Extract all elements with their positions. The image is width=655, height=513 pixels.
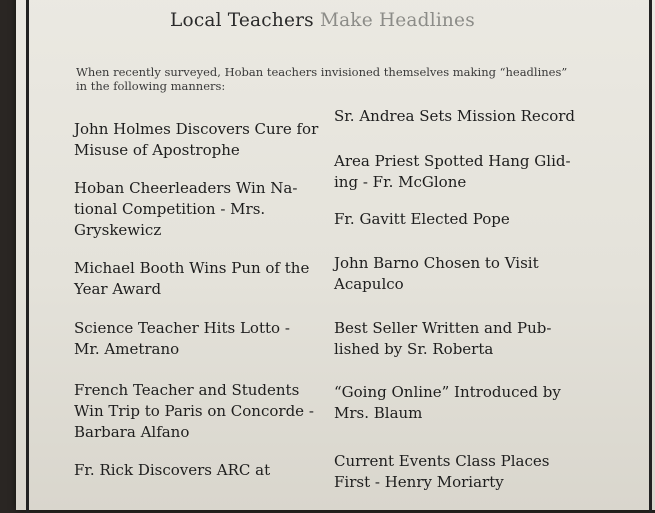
headline-line: Fr. Gavitt Elected Pope — [334, 210, 510, 228]
intro-text — [76, 65, 636, 93]
title-part-1: Local Teachers — [170, 10, 320, 31]
headline-item — [334, 382, 624, 424]
headline-line: First - Henry Moriarty — [334, 473, 504, 491]
headline-line: Acapulco — [334, 275, 404, 293]
headline-line: Current Events Class Places — [334, 452, 550, 470]
headline-line: “Going Online” Introduced by — [334, 383, 561, 401]
headline-item — [334, 151, 624, 193]
headline-line: Win Trip to Paris on Concorde - — [74, 402, 314, 420]
headline-line: Fr. Rick Discovers ARC at — [74, 461, 271, 479]
headline-line: John Holmes Discovers Cure for — [74, 120, 319, 138]
headline-line: Best Seller Written and Pub- — [334, 319, 552, 337]
headline-item — [334, 209, 624, 230]
headline-line: Michael Booth Wins Pun of the — [74, 259, 310, 277]
headline-line: French Teacher and Students — [74, 381, 300, 399]
title-part-2: Make Headlines — [319, 10, 475, 31]
page-title — [170, 10, 475, 31]
headline-line: ing - Fr. McGlone — [334, 173, 467, 191]
headline-line: Hoban Cheerleaders Win Na- — [74, 179, 298, 197]
intro-line-1: When recently surveyed, Hoban teachers invisioned themselves making “headlines” — [76, 65, 568, 79]
headline-item — [334, 451, 624, 493]
headline-line: Year Award — [74, 280, 162, 298]
headline-line: John Barno Chosen to Visit — [334, 254, 539, 272]
headline-item — [334, 106, 624, 127]
headline-line: Sr. Andrea Sets Mission Record — [334, 107, 576, 125]
headline-line: Gryskewicz — [74, 221, 162, 239]
headline-item — [74, 460, 330, 481]
headline-line: lished by Sr. Roberta — [334, 340, 494, 358]
intro-line-2: in the following manners: — [76, 79, 226, 93]
headline-item — [334, 318, 624, 360]
headline-line: Mr. Ametrano — [74, 340, 180, 358]
yearbook-page — [16, 0, 655, 510]
headline-line: Area Priest Spotted Hang Glid- — [334, 152, 571, 170]
headline-line: Mrs. Blaum — [334, 404, 423, 422]
headline-item — [74, 258, 324, 300]
headline-item — [74, 318, 324, 360]
headline-line: Misuse of Apostrophe — [74, 141, 240, 159]
headline-line: Science Teacher Hits Lotto - — [74, 319, 290, 337]
headline-line: Barbara Alfano — [74, 423, 190, 441]
headline-item — [74, 178, 324, 241]
headline-line: tional Competition - Mrs. — [74, 200, 266, 218]
headline-item — [74, 119, 324, 161]
headline-item — [74, 380, 330, 443]
headline-item — [334, 253, 624, 295]
